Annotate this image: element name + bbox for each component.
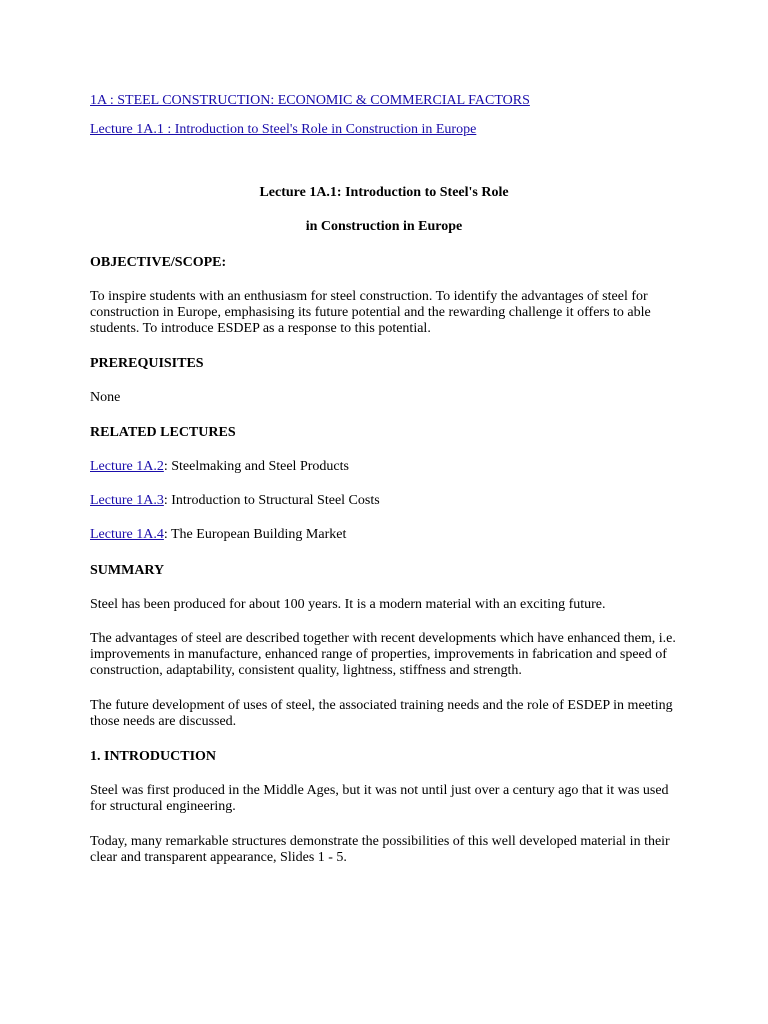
- related-lecture-item: [90, 493, 680, 509]
- introduction-line: Steel was first produced in the Middle Ages, but it was not until just over a century ago that it was used: [90, 783, 669, 798]
- related-lecture-title: : The European Building Market: [163, 527, 347, 542]
- related-lecture-item: [90, 459, 680, 475]
- introduction-paragraph-1: [90, 783, 680, 815]
- page-title-line-1: Lecture 1A.1: Introduction to Steel's Role: [259, 185, 509, 200]
- summary-paragraph-1: Steel has been produced for about 100 years. It is a modern material with an exciting future.: [90, 597, 606, 612]
- page-title-line-2: in Construction in Europe: [305, 219, 463, 234]
- module-link[interactable]: 1A : STEEL CONSTRUCTION: ECONOMIC & COMMERCIAL FACTORS: [90, 93, 530, 108]
- introduction-line: clear and transparent appearance, Slides 1 - 5.: [90, 850, 347, 865]
- summary-line: The advantages of steel are described together with recent developments which have enhanced them, i.e.: [90, 631, 676, 646]
- summary-paragraph-2: [90, 631, 680, 679]
- introduction-paragraph-2: [90, 834, 680, 866]
- objective-line: students. To introduce ESDEP as a response to this potential.: [90, 321, 431, 336]
- related-lecture-title: : Introduction to Structural Steel Costs: [163, 493, 380, 508]
- related-lectures-heading: RELATED LECTURES: [90, 425, 236, 440]
- summary-line: construction, adaptability, consistent quality, lightness, stiffness and strength.: [90, 663, 522, 678]
- summary-line: those needs are discussed.: [90, 714, 237, 729]
- introduction-heading: 1. INTRODUCTION: [90, 749, 217, 764]
- objective-line: To inspire students with an enthusiasm for steel construction. To identify the advantages of steel for: [90, 289, 648, 304]
- related-lecture-link[interactable]: Lecture 1A.4: [90, 527, 164, 542]
- summary-line: The future development of uses of steel, the associated training needs and the role of ESDEP in meeting: [90, 698, 673, 713]
- related-lecture-link[interactable]: Lecture 1A.2: [90, 459, 164, 474]
- summary-heading: SUMMARY: [90, 563, 165, 578]
- related-lecture-link[interactable]: Lecture 1A.3: [90, 493, 164, 508]
- introduction-line: Today, many remarkable structures demonstrate the possibilities of this well developed material in their: [90, 834, 670, 849]
- objective-paragraph: [90, 289, 680, 337]
- introduction-line: for structural engineering.: [90, 799, 236, 814]
- lecture-link[interactable]: Lecture 1A.1 : Introduction to Steel's Role in Construction in Europe: [90, 122, 477, 137]
- related-lecture-title: : Steelmaking and Steel Products: [163, 459, 349, 474]
- summary-paragraph-3: [90, 698, 680, 730]
- objective-line: construction in Europe, emphasising its future potential and the rewarding challenge it offers to able: [90, 305, 651, 320]
- prerequisites-heading: PREREQUISITES: [90, 356, 204, 371]
- objective-heading: OBJECTIVE/SCOPE:: [90, 255, 227, 270]
- prerequisites-text: None: [90, 390, 121, 405]
- summary-line: improvements in manufacture, enhanced range of properties, improvements in fabrication and speed of: [90, 647, 667, 662]
- related-lecture-item: [90, 527, 680, 543]
